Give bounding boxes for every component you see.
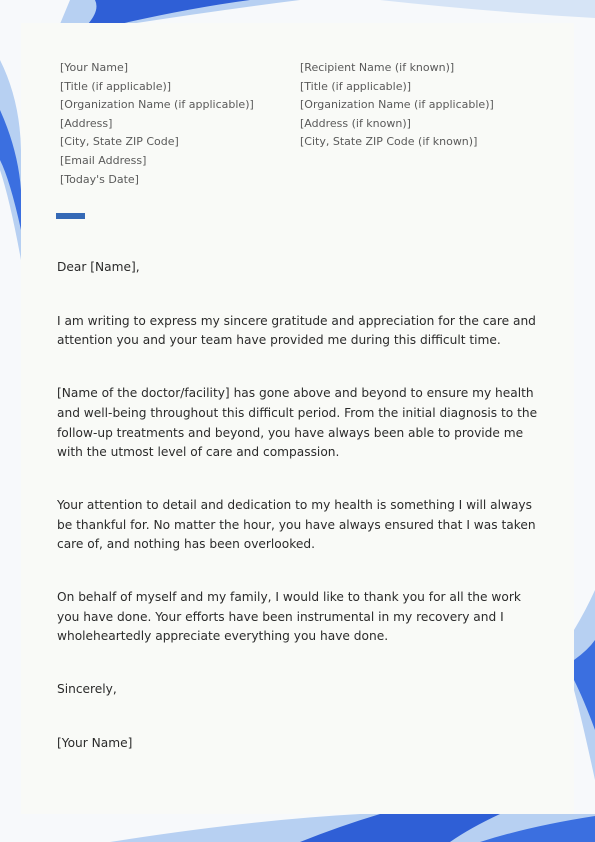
accent-divider xyxy=(56,213,85,219)
body-paragraph: Your attention to detail and dedication to my health is something I will always be thankful for. No matter the hour, you have always ensured that I was taken care of, and nothing has been overlooked. xyxy=(57,497,536,552)
body-paragraph: On behalf of myself and my family, I would like to thank you for all the work you have done. Your efforts have been instrumental in my recovery and I wholeheartedly appreciate everything you have done. xyxy=(57,590,521,644)
body-paragraph: [Name of the doctor/facility] has gone above and beyond to ensure my health and well-being throughout this difficult period. From the initial diagnosis to the follow-up treatments and beyond, you have always been able to provide me with the utmost level of care and compassion. xyxy=(57,386,538,460)
letter-body xyxy=(57,258,541,754)
recipient-city-state-zip: [City, State ZIP Code (if known)] xyxy=(300,135,478,149)
sender-organization: [Organization Name (if applicable)] xyxy=(60,98,254,112)
recipient-name: [Recipient Name (if known)] xyxy=(300,61,455,74)
sender-address: [Address] xyxy=(60,116,113,130)
top-right-stripe xyxy=(380,0,595,18)
sender-name: [Your Name] xyxy=(60,61,129,74)
recipient-organization: [Organization Name (if applicable)] xyxy=(300,98,494,112)
sender-date: [Today's Date] xyxy=(60,172,139,186)
recipient-title: [Title (if applicable)] xyxy=(300,79,412,93)
sender-address-block xyxy=(60,59,254,189)
body-paragraph: I am writing to express my sincere gratitude and appreciation for the care and attention you and your team have provided me during this difficult time. xyxy=(57,313,536,348)
closing: Sincerely, xyxy=(57,682,117,697)
recipient-address: [Address (if known)] xyxy=(300,116,411,130)
sender-email: [Email Address] xyxy=(60,153,147,167)
salutation: Dear [Name], xyxy=(57,260,140,274)
sender-title: [Title (if applicable)] xyxy=(60,79,172,93)
recipient-address-block xyxy=(300,59,494,152)
sender-city-state-zip: [City, State ZIP Code] xyxy=(60,135,179,149)
signature: [Your Name] xyxy=(57,735,133,750)
